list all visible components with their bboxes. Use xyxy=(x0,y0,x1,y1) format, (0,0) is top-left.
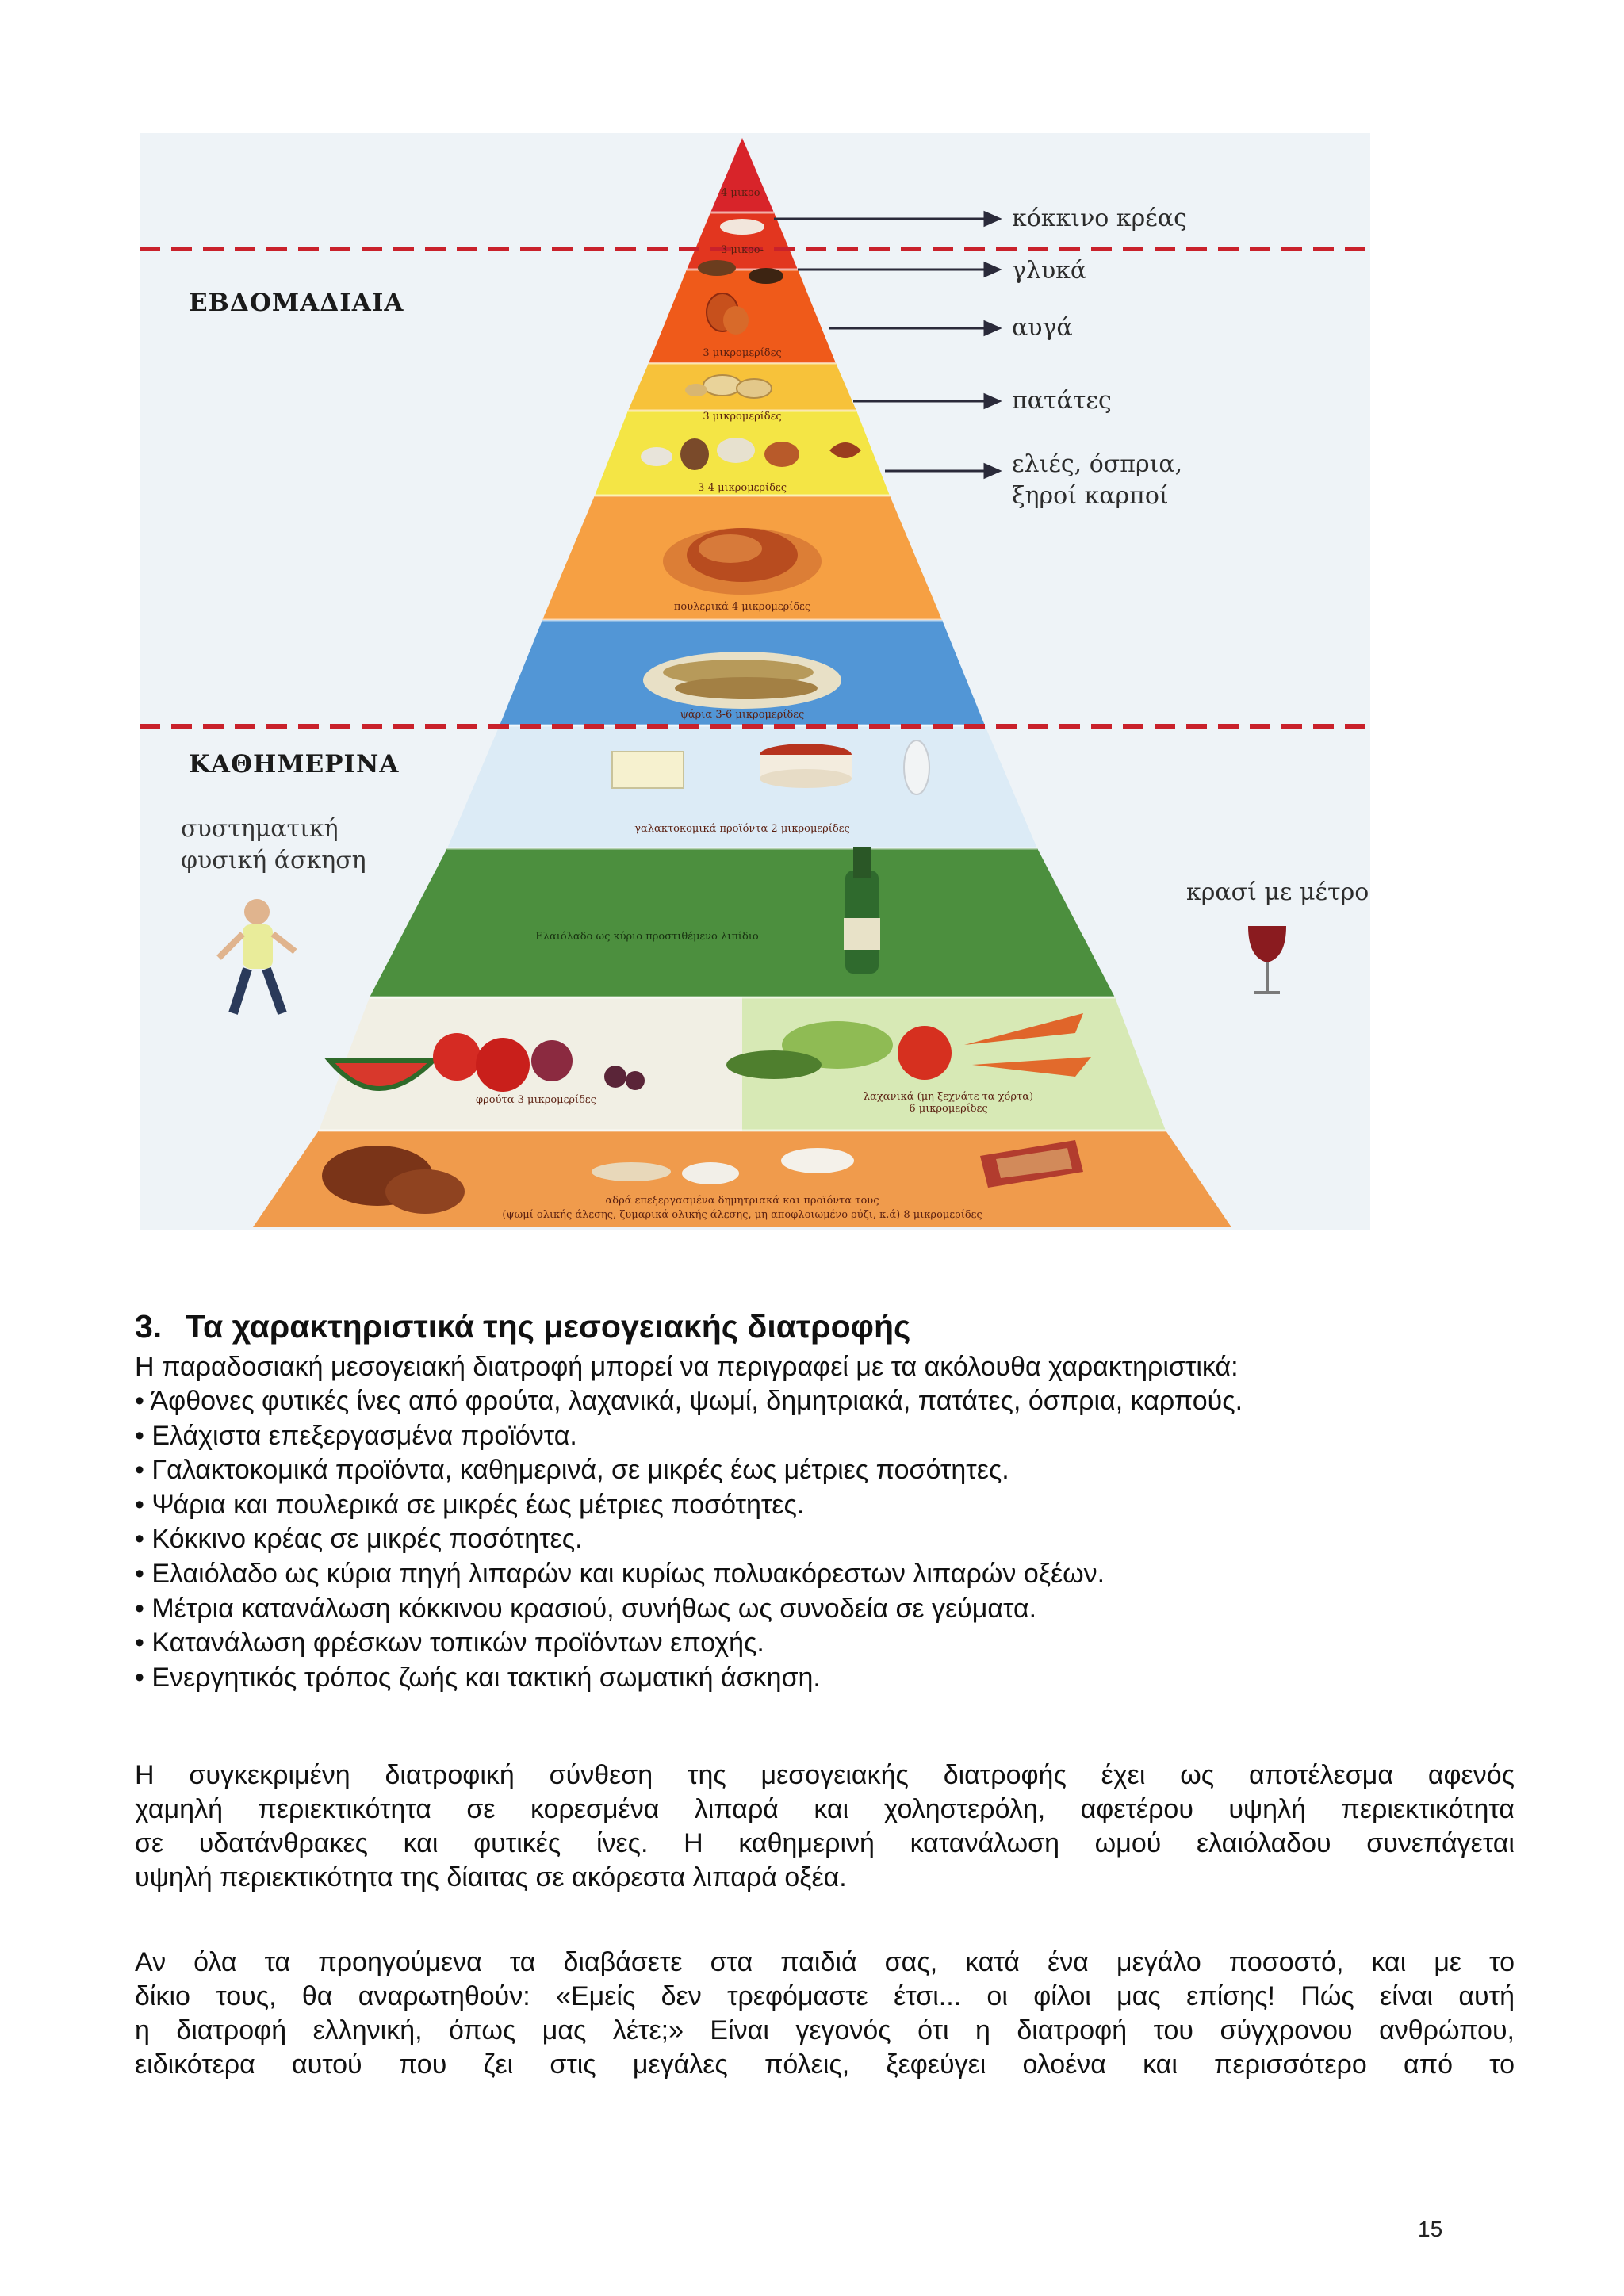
serving-vegetables-line-1: λαχανικά (μη ξεχνάτε τα χόρτα) xyxy=(863,1091,1034,1103)
weekly-label: ΕΒΔΟΜΑΔΙΑΙΑ xyxy=(189,289,404,317)
serving-red-meat: 4 μικρο- xyxy=(721,187,764,199)
label-wine: κρασί με μέτρο xyxy=(1186,878,1369,906)
serving-grains-line-1: αδρά επεξεργασμένα δημητριακά και προϊόντα τους xyxy=(605,1195,879,1207)
paragraph-children xyxy=(135,1946,1515,2082)
poultry-illustration xyxy=(663,528,822,595)
red-meat-illustration xyxy=(720,219,764,235)
label-potatoes: πατάτες xyxy=(1012,387,1112,415)
characteristics-list xyxy=(135,1384,1243,1695)
list-item: • Ελάχιστα επεξεργασμένα προϊόντα. xyxy=(135,1420,577,1451)
label-olives-line-2: ξηροί καρποί xyxy=(1012,482,1169,510)
exercise-label-line-1: συστηματική xyxy=(181,815,339,843)
label-red-meat: κόκκινο κρέας xyxy=(1012,205,1187,232)
serving-dairy: γαλακτοκομικά προϊόντα 2 μικρομερίδες xyxy=(634,823,850,835)
serving-olive-oil: Ελαιόλαδο ως κύριο προστιθέμενο λιπίδιο xyxy=(535,931,759,943)
paragraph-line: δίκιο τους, θα αναρωτηθούν: «Εμείς δεν τρεφόμαστε έτσι... οι φίλοι μας επίσης! Πώς είναι αυτή xyxy=(135,1981,1515,2011)
mediterranean-food-pyramid xyxy=(140,133,1370,1230)
paragraph-line: η διατροφή ελληνική, όπως μας λέτε;» Είναι γεγονός ότι η διατροφή του σύγχρονου ανθρώπου, xyxy=(135,2015,1515,2045)
serving-fish: ψάρια 3-6 μικρομερίδες xyxy=(680,709,805,721)
paragraph-line: υψηλή περιεκτικότητα της δίαιτας σε ακόρεστα λιπαρά οξέα. xyxy=(135,1862,847,1892)
paragraph-line: Αν όλα τα προηγούμενα τα διαβάσετε στα παιδιά σας, κατά ένα μεγάλο ποσοστό, και με το xyxy=(135,1947,1515,1977)
section-title: Τα χαρακτηριστικά της μεσογειακής διατροφής xyxy=(186,1308,911,1345)
label-sweets: γλυκά xyxy=(1012,257,1087,285)
serving-grains-line-2: (ψωμί ολικής άλεσης, ζυμαρικά ολικής άλεσης, μη αποφλοιωμένο ρύζι, κ.ά) 8 μικρομερίδες xyxy=(502,1209,982,1221)
serving-grains xyxy=(502,1194,982,1223)
section-intro: Η παραδοσιακή μεσογειακή διατροφή μπορεί να περιγραφεί με τα ακόλουθα χαρακτηριστικά: xyxy=(135,1352,1239,1382)
daily-label: ΚΑΘΗΜΕΡΙΝΑ xyxy=(189,750,400,779)
list-item: • Γαλακτοκομικά προϊόντα, καθημερινά, σε μικρές έως μέτριες ποσότητες. xyxy=(135,1455,1009,1486)
paragraph-line: σε υδατάνθρακες και φυτικές ίνες. Η καθημερινή κατανάλωση ωμού ελαιόλαδου συνεπάγεται xyxy=(135,1828,1515,1858)
list-item: • Ελαιόλαδο ως κύρια πηγή λιπαρών και κυρίως πολυακόρεστων λιπαρών οξέων. xyxy=(135,1558,1105,1589)
serving-poultry: πουλερικά 4 μικρομερίδες xyxy=(673,601,811,613)
exercise-person-illustration xyxy=(219,899,295,1013)
paragraph-line: χαμηλή περιεκτικότητα σε κορεσμένα λιπαρά και χοληστερόλη, αφετέρου υψηλή περιεκτικότητα xyxy=(135,1794,1515,1824)
fish-illustration xyxy=(643,652,841,709)
exercise-label xyxy=(181,813,366,877)
serving-vegetables-line-2: 6 μικρομερίδες xyxy=(909,1103,988,1115)
serving-sweets: 3 μικρο- xyxy=(721,244,764,256)
serving-eggs: 3 μικρομερίδες xyxy=(703,347,782,359)
serving-potatoes: 3 μικρομερίδες xyxy=(703,411,782,423)
serving-vegetables xyxy=(864,1091,1033,1115)
list-item: • Κόκκινο κρέας σε μικρές ποσότητες. xyxy=(135,1524,583,1555)
section-heading xyxy=(135,1308,910,1345)
wine-glass-illustration xyxy=(1248,926,1286,993)
list-item: • Άφθονες φυτικές ίνες από φρούτα, λαχανικά, ψωμί, δημητριακά, πατάτες, όσπρια, καρπούς. xyxy=(135,1386,1243,1416)
paragraph-composition xyxy=(135,1758,1515,1895)
tier-olive-oil xyxy=(370,848,1115,997)
paragraph-line: Η συγκεκριμένη διατροφική σύνθεση της μεσογειακής διατροφής έχει ως αποτέλεσμα αφενός xyxy=(135,1760,1515,1790)
paragraph-line: ειδικότερα αυτού που ζει στις μεγάλες πόλεις, ξεφεύγει ολοένα και περισσότερο από το xyxy=(135,2049,1515,2080)
list-item: • Ψάρια και πουλερικά σε μικρές έως μέτριες ποσότητες. xyxy=(135,1489,805,1520)
tier-red-meat xyxy=(710,138,774,212)
exercise-label-line-2: φυσική άσκηση xyxy=(181,847,366,874)
section-number: 3. xyxy=(135,1308,163,1345)
serving-fruits: φρούτα 3 μικρομερίδες xyxy=(476,1094,596,1106)
label-eggs: αυγά xyxy=(1012,314,1073,342)
label-olives xyxy=(1012,449,1182,512)
serving-olives: 3-4 μικρομερίδες xyxy=(698,482,787,494)
list-item: • Μέτρια κατανάλωση κόκκινου κρασιού, συνήθως ως συνοδεία σε γεύματα. xyxy=(135,1593,1037,1624)
list-item: • Κατανάλωση φρέσκων τοπικών προϊόντων εποχής. xyxy=(135,1628,764,1659)
page-number: 15 xyxy=(1418,2217,1443,2241)
label-olives-line-1: ελιές, όσπρια, xyxy=(1012,450,1183,478)
list-item: • Ενεργητικός τρόπος ζωής και τακτική σωματική άσκηση. xyxy=(135,1662,821,1693)
